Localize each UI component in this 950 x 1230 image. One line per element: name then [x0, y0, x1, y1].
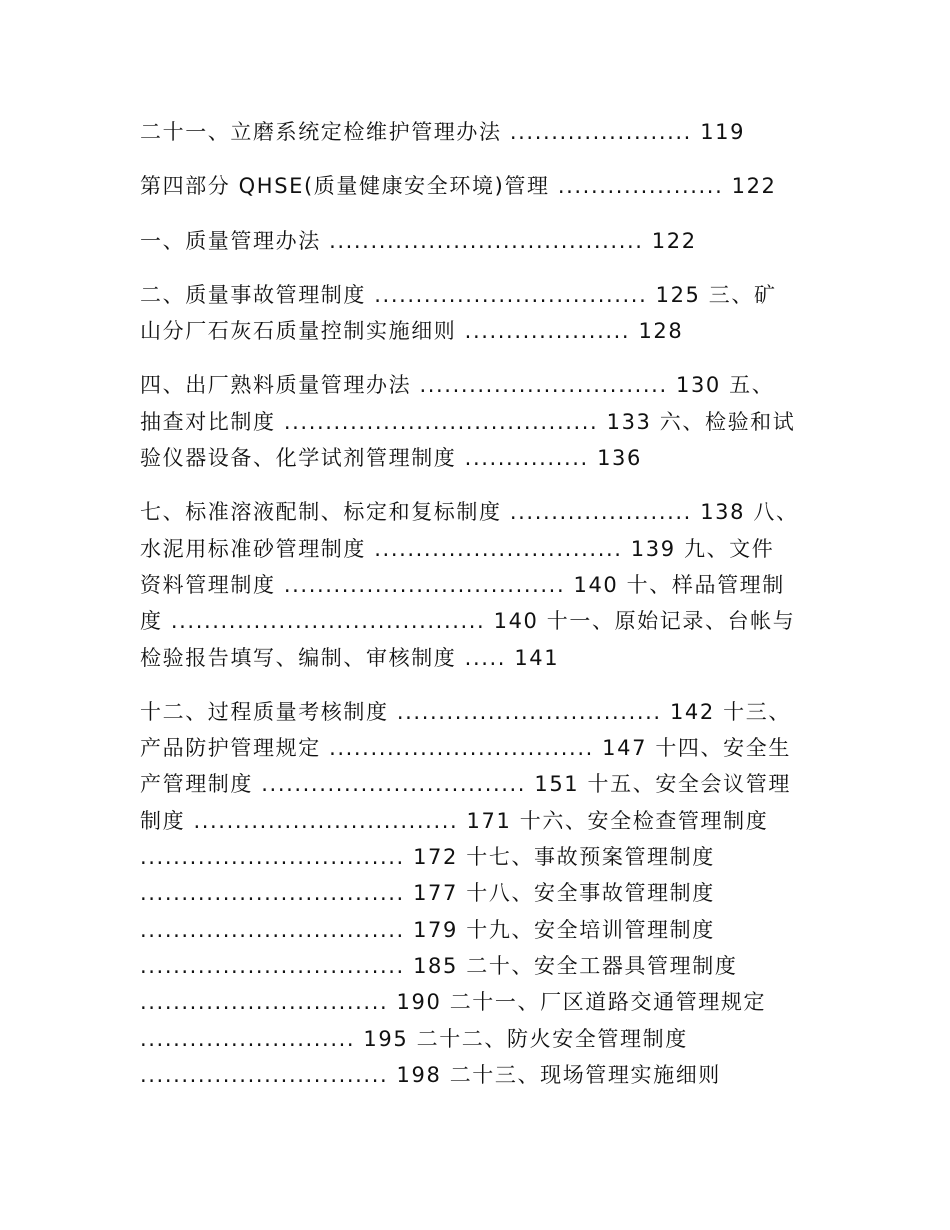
toc-line: 产管理制度 ................................ 151 十五、安全会议管理	[140, 772, 791, 797]
toc-line: 抽查对比制度 ...................................... 133 六、检验和试	[140, 409, 796, 434]
toc-paragraph	[140, 277, 820, 350]
toc-line: .............................. 190 二十一、厂区道路交通管理规定	[140, 990, 767, 1015]
toc-page	[140, 114, 820, 1111]
toc-line: ................................ 177 十八、安全事故管理制度	[140, 881, 715, 906]
toc-line: 二、质量事故管理制度 ................................. 125 三、矿	[140, 282, 777, 307]
toc-paragraph	[140, 494, 820, 675]
toc-paragraph	[140, 168, 820, 204]
toc-line: 资料管理制度 .................................. 140 十、样品管理制	[140, 572, 785, 597]
toc-line: 度 ...................................... 140 十一、原始记录、台帐与	[140, 609, 796, 634]
toc-line: 十二、过程质量考核制度 ................................ 142 十三、	[140, 699, 791, 724]
toc-line: 检验报告填写、编制、审核制度 ..... 141	[140, 645, 560, 670]
toc-line: 第四部分 QHSE(质量健康安全环境)管理 .................... 122	[140, 174, 777, 199]
toc-paragraph	[140, 223, 820, 259]
toc-line: 四、出厂熟料质量管理办法 .............................. 130 五、	[140, 373, 775, 398]
toc-line: ................................ 172 十七、事故预案管理制度	[140, 845, 715, 870]
toc-line: 一、质量管理办法 ...................................... 122	[140, 228, 697, 253]
toc-line: 水泥用标准砂管理制度 .............................. 139 九、文件	[140, 536, 775, 561]
toc-line: 产品防护管理规定 ................................ 147 十四、安全生	[140, 736, 791, 761]
toc-line: .............................. 198 二十三、现场管理实施细则	[140, 1062, 721, 1087]
toc-line: ................................ 179 十九、安全培训管理制度	[140, 917, 715, 942]
toc-line: .......................... 195 二十二、防火安全管理制度	[140, 1026, 688, 1051]
toc-line: 制度 ................................ 171 十六、安全检查管理制度	[140, 808, 769, 833]
toc-line: ................................ 185 二十、安全工器具管理制度	[140, 953, 738, 978]
toc-line: 山分厂石灰石质量控制实施细则 .................... 128	[140, 319, 684, 344]
toc-line: 七、标准溶液配制、标定和复标制度 ...................... 138 八、	[140, 500, 799, 525]
toc-line: 验仪器设备、化学试剂管理制度 ............... 136	[140, 446, 642, 471]
toc-paragraph	[140, 114, 820, 150]
toc-paragraph	[140, 694, 820, 1093]
toc-line: 二十一、立磨系统定检维护管理办法 ...................... 119	[140, 120, 746, 144]
toc-paragraph	[140, 367, 820, 476]
